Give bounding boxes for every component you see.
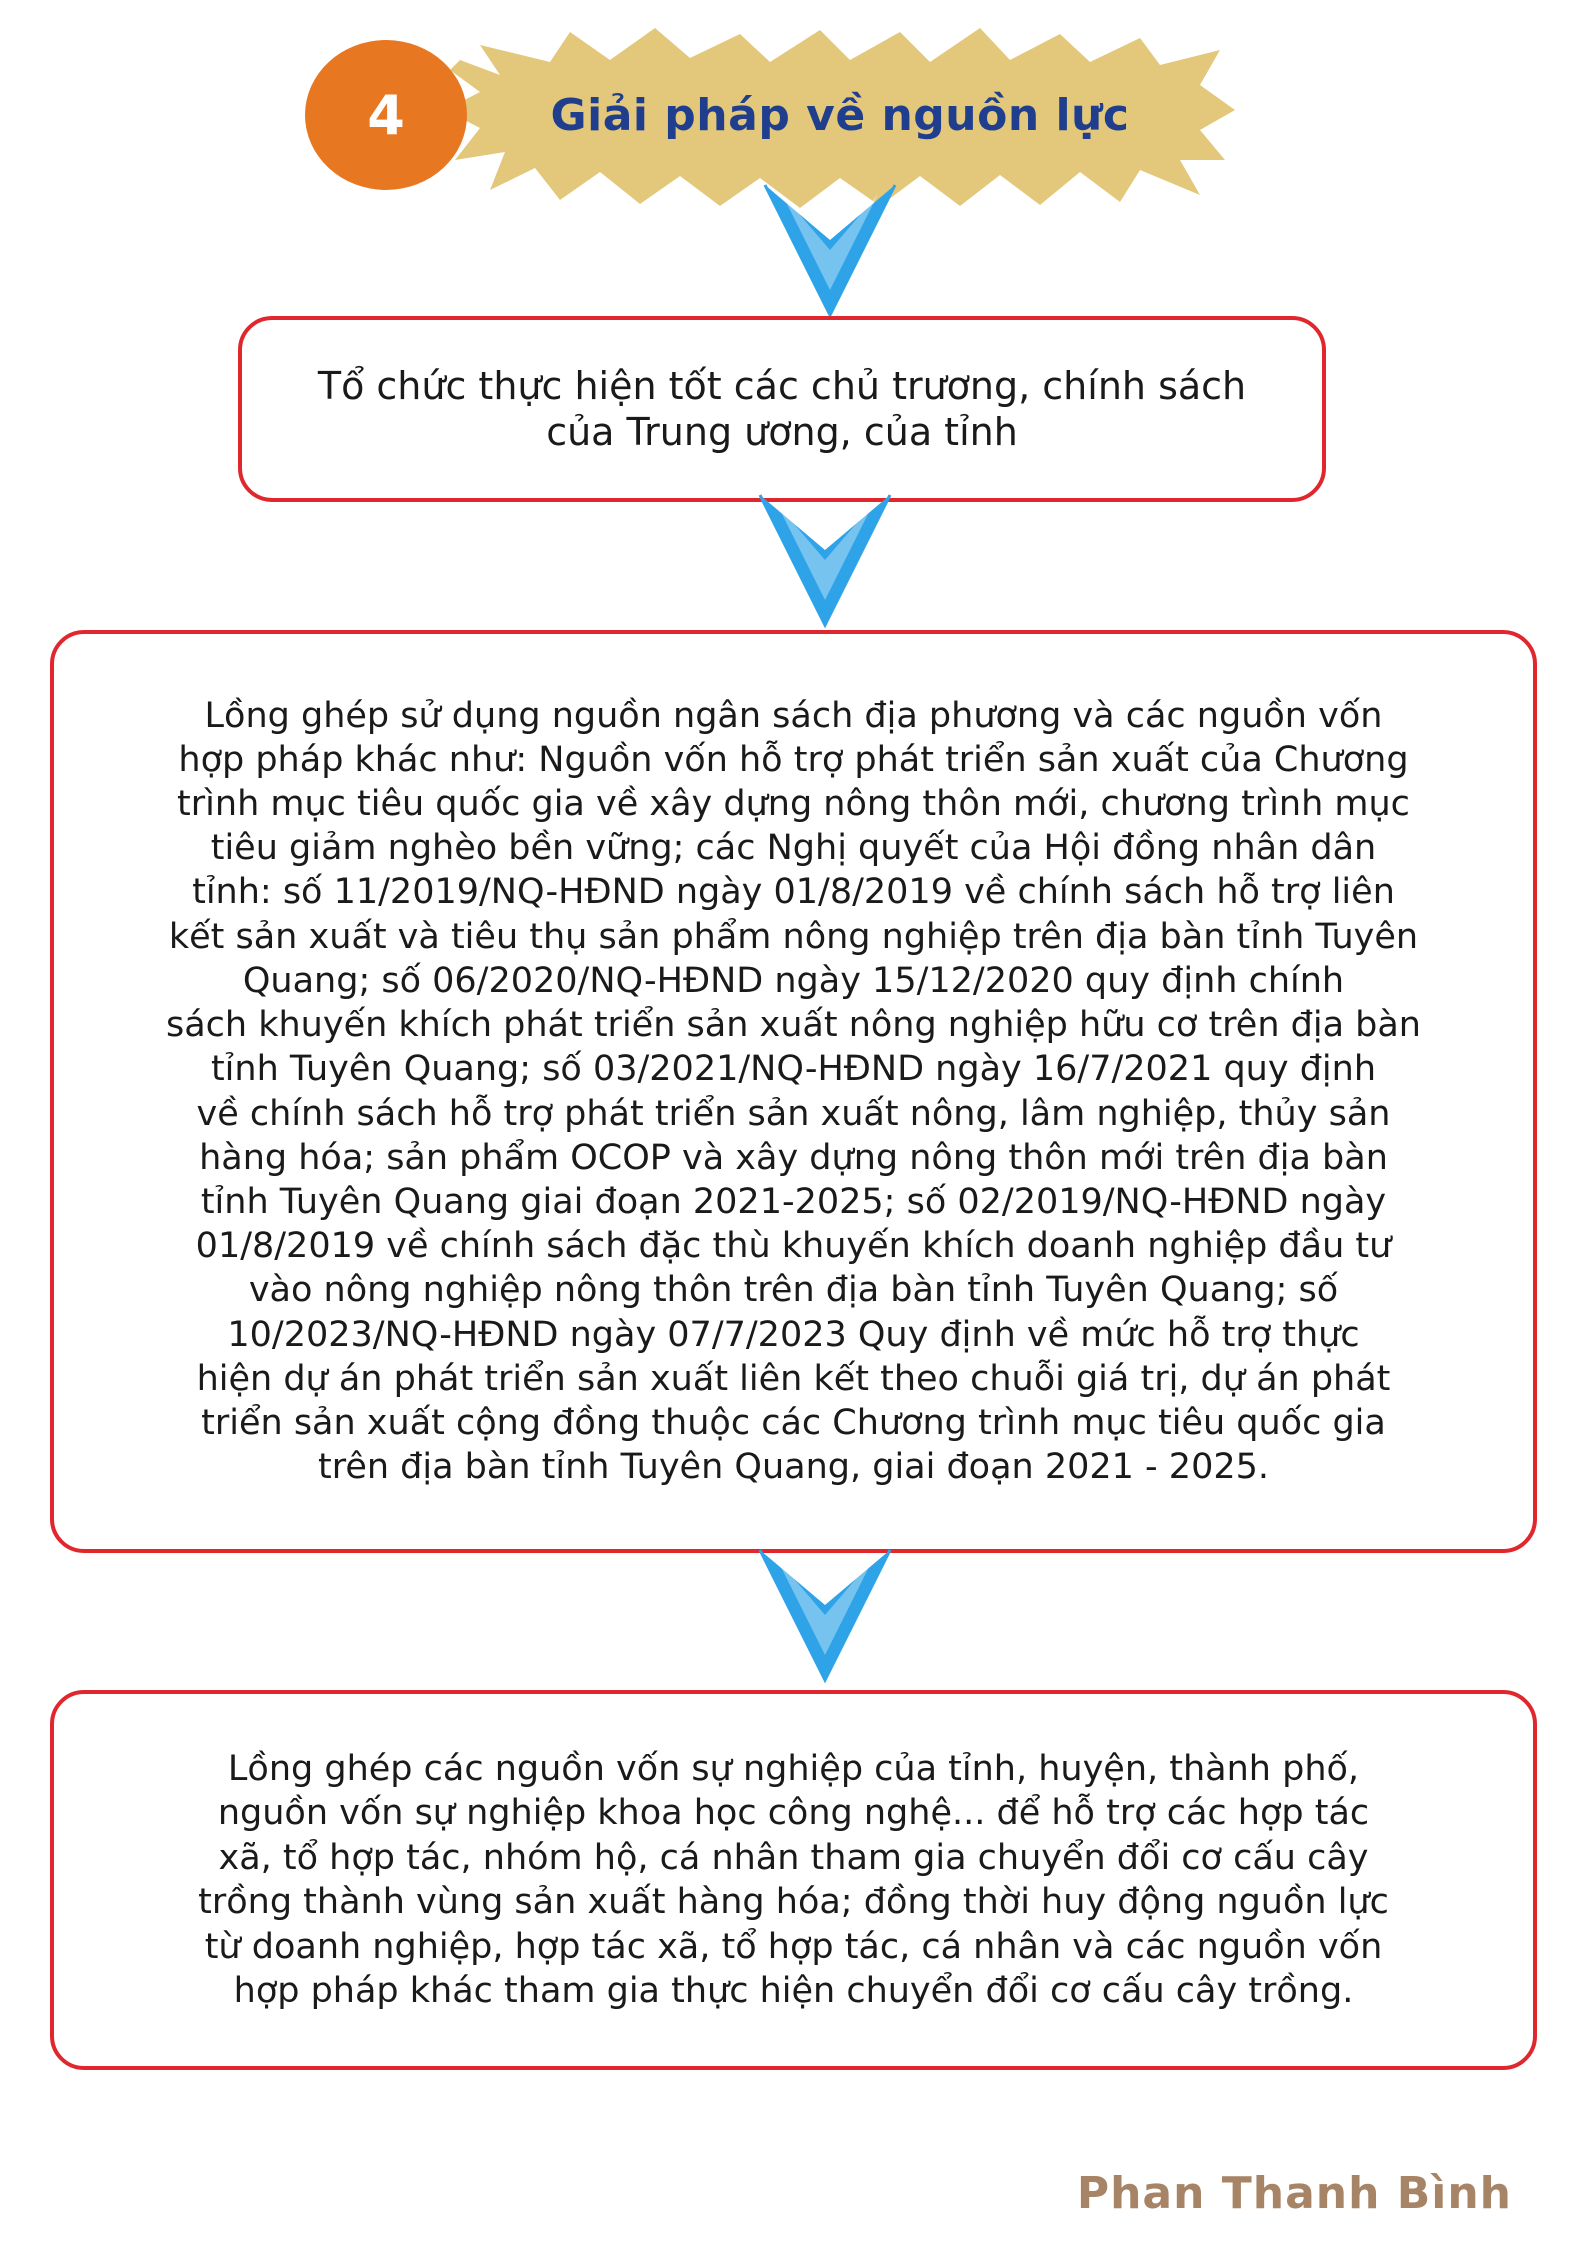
solution-box-policy — [238, 316, 1326, 502]
section-title: Giải pháp về nguồn lực — [550, 89, 1130, 141]
down-arrow-icon — [760, 180, 900, 320]
solution-text-career-funds: Lồng ghép các nguồn vốn sự nghiệp của tỉnh, huyện, thành phố, nguồn vốn sự nghiệp khoa học công nghệ... để hỗ trợ các hợp tác xã, tổ hợp tác, nhóm hộ, cá nhân tham gia chuyển đổi cơ cấu cây trồng thành vùng sản xuất hàng hóa; đồng thời huy động nguồn lực từ doanh nghiệp, hợp tác xã, tổ hợp tác, cá nhân và các nguồn vốn hợp pháp khác tham gia thực hiện chuyển đổi cơ cấu cây trồng. — [198, 1748, 1389, 2011]
solution-text-policy: Tổ chức thực hiện tốt các chủ trương, chính sách của Trung ương, của tỉnh — [317, 364, 1247, 454]
author-credit: Phan Thanh Bình — [1076, 2168, 1512, 2219]
solution-box-career-funds — [50, 1690, 1537, 2070]
step-number-badge: 4 — [305, 40, 467, 190]
solution-text-budget-integration: Lồng ghép sử dụng nguồn ngân sách địa phương và các nguồn vốn hợp pháp khác như: Nguồn vốn hỗ trợ phát triển sản xuất của Chương trình mục tiêu quốc gia về xây dựng nông thôn mới, chương trình mục tiêu giảm nghèo bền vững; các Nghị quyết của Hội đồng nhân dân tỉnh: số 11/2019/NQ-HĐND ngày 01/8/2019 về chính sách hỗ trợ liên kết sản xuất và tiêu thụ sản phẩm nông nghiệp trên địa bàn tỉnh Tuyên Quang; số 06/2020/NQ-HĐND ngày 15/12/2020 quy định chính sách khuyến khích phát triển sản xuất nông nghiệp hữu cơ trên địa bàn tỉnh Tuyên Quang; số 03/2021/NQ-HĐND ngày 16/7/2021 quy định về chính sách hỗ trợ phát triển sản xuất nông, lâm nghiệp, thủy sản hàng hóa; sản phẩm OCOP và xây dựng nông thôn mới trên địa bàn tỉnh Tuyên Quang giai đoạn 2021-2025; số 02/2019/NQ-HĐND ngày 01/8/2019 về chính sách đặc thù khuyến khích doanh nghiệp đầu tư vào nông nghiệp nông thôn trên địa bàn tỉnh Tuyên Quang; số 10/2023/NQ-HĐND ngày 07/7/2023 Quy định về mức hỗ trợ thực hiện dự án phát triển sản xuất liên kết theo chuỗi giá trị, dự án phát triển sản xuất cộng đồng thuộc các Chương trình mục tiêu quốc gia trên địa bàn tỉnh Tuyên Quang, giai đoạn 2021 - 2025. — [165, 695, 1421, 1488]
down-arrow-icon — [755, 490, 895, 630]
solution-box-budget-integration — [50, 630, 1537, 1553]
down-arrow-icon — [755, 1545, 895, 1685]
